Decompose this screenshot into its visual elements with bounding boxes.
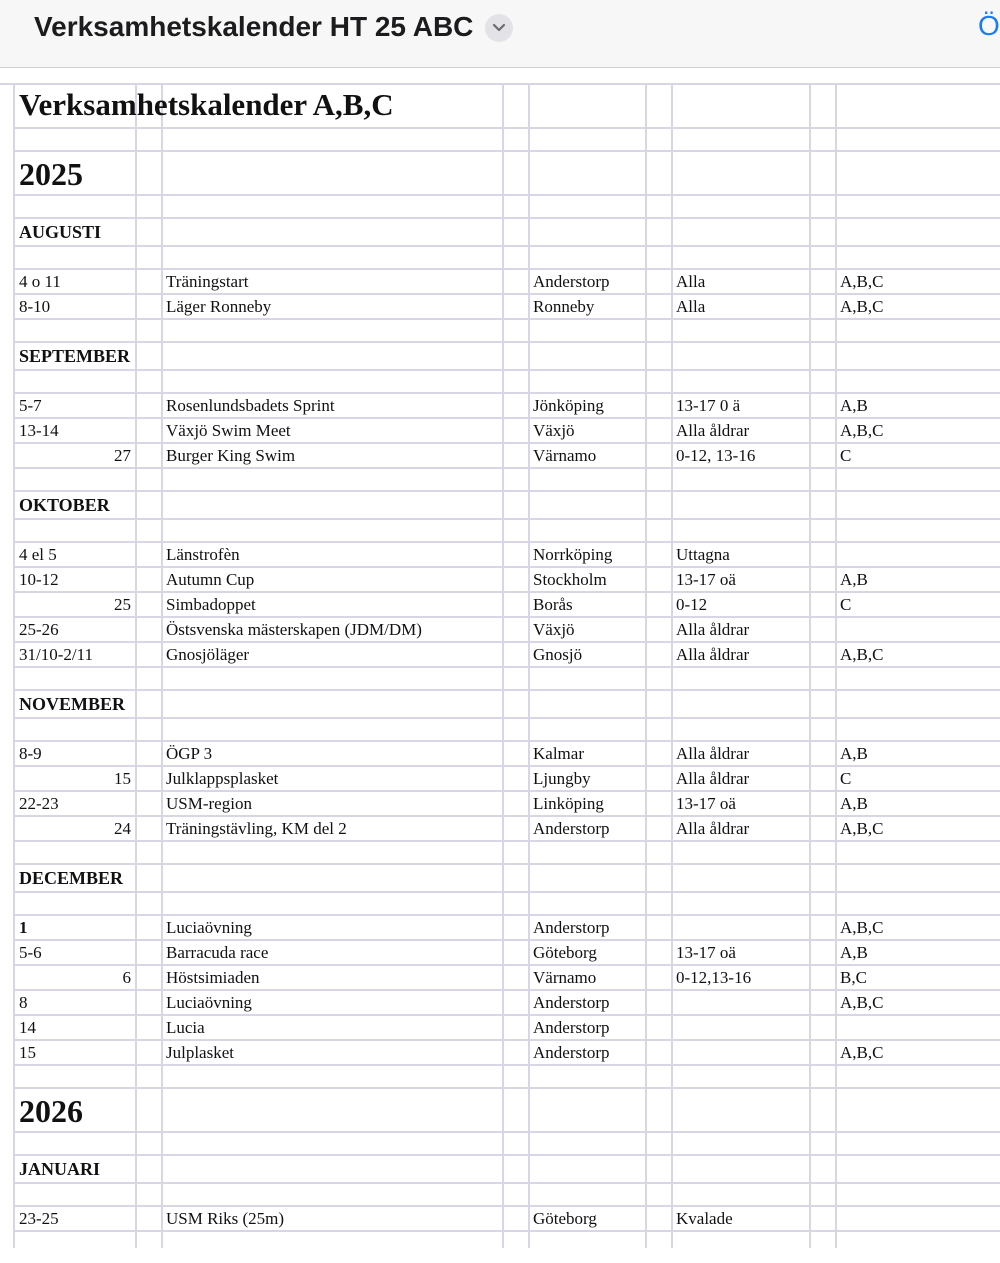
event-groups-cell[interactable]: C [840, 769, 852, 788]
event-place-cell[interactable]: Anderstorp [533, 1043, 610, 1062]
year-heading[interactable]: 2025 [19, 156, 83, 192]
event-ages-cell[interactable]: 13-17 oä [676, 794, 736, 813]
event-name-cell[interactable]: Simbadoppet [166, 595, 256, 614]
event-name-cell[interactable]: Luciaövning [166, 918, 252, 937]
event-groups-cell[interactable]: B,C [840, 968, 867, 987]
event-date-cell[interactable]: 4 o 11 [19, 272, 61, 291]
grid-row-line [13, 1205, 1000, 1207]
event-place-cell[interactable]: Jönköping [533, 396, 604, 415]
event-groups-cell[interactable]: A,B,C [840, 918, 884, 937]
event-place-cell[interactable]: Växjö [533, 620, 575, 639]
event-date-cell[interactable]: 13-14 [19, 421, 59, 440]
event-name-cell[interactable]: Julklappsplasket [166, 769, 279, 788]
event-place-cell[interactable]: Anderstorp [533, 819, 610, 838]
event-date-cell[interactable]: 15 [114, 769, 131, 788]
grid-row-line [13, 541, 1000, 543]
event-place-cell[interactable]: Anderstorp [533, 1018, 610, 1037]
month-heading[interactable]: JANUARI [19, 1159, 100, 1179]
chevron-down-icon [492, 23, 506, 33]
event-date-cell[interactable]: 10-12 [19, 570, 59, 589]
event-name-cell[interactable]: Luciaövning [166, 993, 252, 1012]
event-place-cell[interactable]: Anderstorp [533, 993, 610, 1012]
grid-row-line [13, 442, 1000, 444]
event-date-cell[interactable]: 8 [19, 993, 28, 1012]
event-ages-cell[interactable]: 0-12 [676, 595, 708, 614]
month-heading[interactable]: SEPTEMBER [19, 346, 131, 366]
event-date-cell[interactable]: 27 [114, 446, 131, 465]
event-place-cell[interactable]: Norrköping [533, 545, 613, 564]
event-name-cell[interactable]: Östsvenska mästerskapen (JDM/DM) [166, 620, 422, 639]
grid-row-line [13, 1182, 1000, 1184]
event-name-cell[interactable]: Träningstart [166, 272, 249, 291]
grid-row-line [13, 194, 1000, 196]
event-ages-cell[interactable]: Alla åldrar [676, 769, 750, 788]
grid-row-line [13, 490, 1000, 492]
event-name-cell[interactable]: USM Riks (25m) [166, 1209, 285, 1228]
event-ages-cell[interactable]: Uttagna [676, 545, 730, 564]
event-name-cell[interactable]: Autumn Cup [166, 570, 255, 589]
month-heading[interactable]: OKTOBER [19, 495, 110, 515]
event-name-cell[interactable]: USM-region [166, 794, 252, 813]
event-name-cell[interactable]: Rosenlundsbadets Sprint [166, 396, 335, 415]
sheet-title[interactable]: Verksamhetskalender A,B,C [19, 87, 394, 122]
event-ages-cell[interactable]: 13-17 oä [676, 943, 736, 962]
event-ages-cell[interactable]: Alla [676, 297, 706, 316]
event-date-cell[interactable]: 14 [19, 1018, 36, 1037]
grid-row-line [13, 1014, 1000, 1016]
event-groups-cell[interactable]: A,B [840, 570, 868, 589]
event-place-cell[interactable]: Ljungby [533, 769, 591, 788]
event-ages-cell[interactable]: 0-12, 13-16 [676, 446, 756, 465]
event-ages-cell[interactable]: 0-12,13-16 [676, 968, 752, 987]
event-name-cell[interactable]: ÖGP 3 [166, 744, 213, 763]
grid-row-line [13, 341, 1000, 343]
grid-row-line [13, 863, 1000, 865]
grid-row-line [13, 591, 1000, 593]
event-ages-cell[interactable]: Kvalade [676, 1209, 733, 1228]
event-ages-cell[interactable]: Alla åldrar [676, 620, 750, 639]
event-name-cell[interactable]: Julplasket [166, 1043, 234, 1062]
grid-row-line [13, 689, 1000, 691]
grid-row-line [13, 1154, 1000, 1156]
event-date-cell[interactable]: 31/10-2/11 [19, 645, 93, 664]
event-groups-cell[interactable]: A,B,C [840, 993, 884, 1012]
grid-row-line [13, 616, 1000, 618]
month-heading[interactable]: DECEMBER [19, 868, 124, 888]
event-place-cell[interactable]: Ronneby [533, 297, 595, 316]
event-place-cell[interactable]: Linköping [533, 794, 604, 813]
title-menu-button[interactable] [485, 14, 513, 42]
event-date-cell[interactable]: 8-9 [19, 744, 42, 763]
event-name-cell[interactable]: Barracuda race [166, 943, 269, 962]
event-place-cell[interactable]: Värnamo [533, 446, 597, 465]
event-name-cell[interactable]: Träningstävling, KM del 2 [166, 819, 347, 838]
event-place-cell[interactable]: Anderstorp [533, 272, 610, 291]
event-groups-cell[interactable]: A,B [840, 744, 868, 763]
grid-row-line [13, 891, 1000, 893]
event-date-cell[interactable]: 22-23 [19, 794, 59, 813]
event-ages-cell[interactable]: Alla åldrar [676, 421, 750, 440]
grid-row-line [13, 150, 1000, 152]
grid-row-line [13, 467, 1000, 469]
event-place-cell[interactable]: Värnamo [533, 968, 597, 987]
event-groups-cell[interactable]: A,B,C [840, 645, 884, 664]
grid-row-line [13, 318, 1000, 320]
event-date-cell[interactable]: 24 [114, 819, 131, 838]
event-date-cell[interactable]: 15 [19, 1043, 36, 1062]
event-name-cell[interactable]: Höstsimiaden [166, 968, 260, 987]
event-date-cell[interactable]: 8-10 [19, 297, 51, 316]
grid-row-line [13, 217, 1000, 219]
event-groups-cell[interactable]: A,B [840, 794, 868, 813]
month-heading[interactable]: NOVEMBER [19, 694, 126, 714]
grid-row-line [13, 518, 1000, 520]
year-heading[interactable]: 2026 [19, 1093, 83, 1129]
event-date-cell[interactable]: 23-25 [19, 1209, 59, 1228]
event-ages-cell[interactable]: 13-17 0 ä [676, 396, 741, 415]
event-place-cell[interactable]: Stockholm [533, 570, 607, 589]
title-bar [0, 0, 1000, 68]
event-groups-cell[interactable]: A,B,C [840, 819, 884, 838]
event-place-cell[interactable]: Göteborg [533, 943, 597, 962]
event-ages-cell[interactable]: Alla åldrar [676, 819, 750, 838]
event-place-cell[interactable]: Borås [533, 595, 573, 614]
document-title[interactable]: Verksamhetskalender HT 25 ABC [34, 11, 474, 42]
grid-row-line [13, 666, 1000, 668]
event-ages-cell[interactable]: 13-17 oä [676, 570, 736, 589]
event-date-cell[interactable]: 4 el 5 [19, 545, 57, 564]
event-place-cell[interactable]: Anderstorp [533, 918, 610, 937]
event-name-cell[interactable]: Länstrofèn [166, 545, 240, 564]
event-groups-cell[interactable]: A,B,C [840, 421, 884, 440]
event-date-cell[interactable]: 25 [114, 595, 131, 614]
event-groups-cell[interactable]: A,B [840, 943, 868, 962]
grid-row-line [13, 1131, 1000, 1133]
event-name-cell[interactable]: Växjö Swim Meet [166, 421, 291, 440]
event-ages-cell[interactable]: Alla åldrar [676, 645, 750, 664]
event-name-cell[interactable]: Burger King Swim [166, 446, 296, 465]
event-date-cell[interactable]: 5-7 [19, 396, 42, 415]
event-date-cell[interactable]: 25-26 [19, 620, 59, 639]
grid-row-line [13, 1230, 1000, 1232]
toolbar-action-button[interactable]: Ö [978, 10, 1000, 41]
event-place-cell[interactable]: Kalmar [533, 744, 584, 763]
spreadsheet-grid[interactable] [0, 68, 1000, 1263]
event-name-cell[interactable]: Läger Ronneby [166, 297, 272, 316]
event-groups-cell[interactable]: C [840, 446, 852, 465]
event-groups-cell[interactable]: A,B [840, 396, 868, 415]
event-place-cell[interactable]: Gnosjö [533, 645, 583, 664]
grid-row-line [13, 127, 1000, 129]
grid-row-line [13, 245, 1000, 247]
grid-row-line [13, 840, 1000, 842]
grid-row-line [13, 369, 1000, 371]
event-name-cell[interactable]: Gnosjöläger [166, 645, 250, 664]
event-groups-cell[interactable]: C [840, 595, 852, 614]
event-name-cell[interactable]: Lucia [166, 1018, 205, 1037]
grid-row-line [13, 1087, 1000, 1089]
event-date-cell[interactable]: 5-6 [19, 943, 42, 962]
grid-row-line [13, 1064, 1000, 1066]
month-heading[interactable]: AUGUSTI [19, 222, 102, 242]
event-date-cell[interactable]: 1 [19, 918, 28, 937]
event-groups-cell[interactable]: A,B,C [840, 1043, 884, 1062]
event-ages-cell[interactable]: Alla åldrar [676, 744, 750, 763]
event-place-cell[interactable]: Växjö [533, 421, 575, 440]
event-groups-cell[interactable]: A,B,C [840, 297, 884, 316]
event-ages-cell[interactable]: Alla [676, 272, 706, 291]
event-groups-cell[interactable]: A,B,C [840, 272, 884, 291]
event-place-cell[interactable]: Göteborg [533, 1209, 597, 1228]
grid-row-line [13, 717, 1000, 719]
grid-row-line [13, 765, 1000, 767]
event-date-cell[interactable]: 6 [122, 968, 131, 987]
